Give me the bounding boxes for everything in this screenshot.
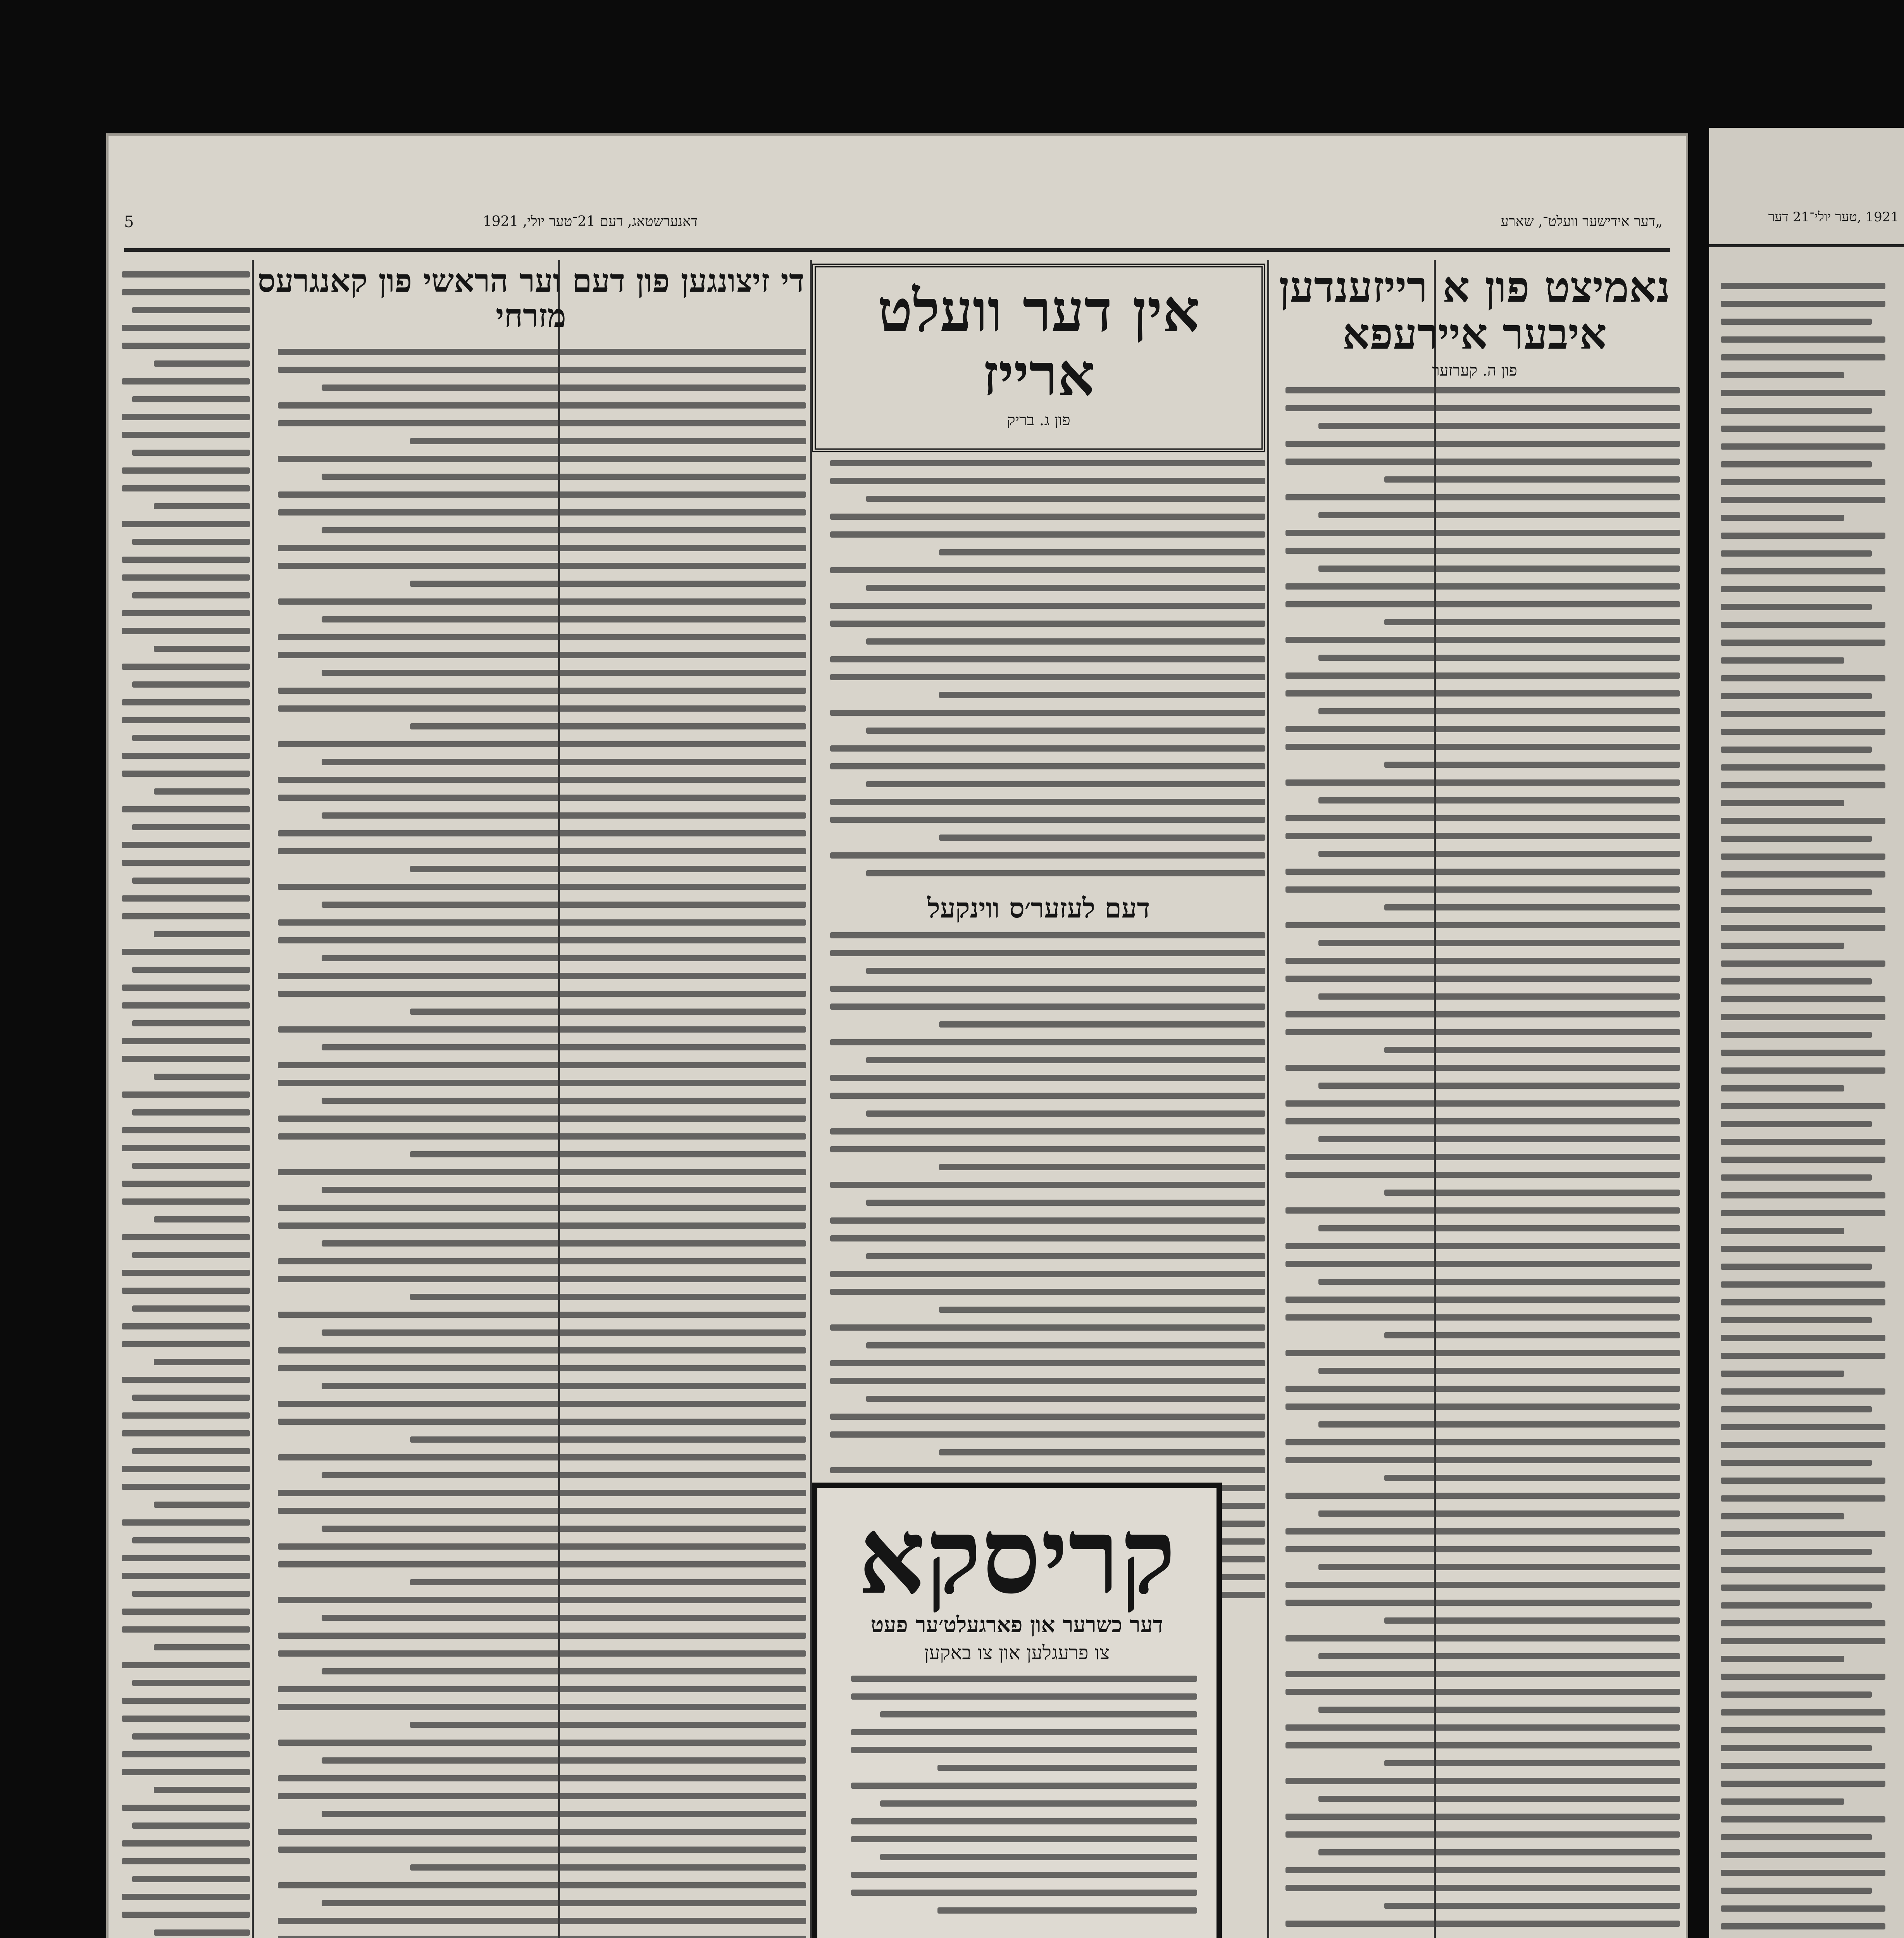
center-article-body: [812, 460, 1265, 876]
center-article-headline: אין דער וועלט ארייז: [877, 277, 1200, 409]
ad-tagline-2: צו פרעגלען און צו באקען: [924, 1641, 1110, 1664]
adjacent-page-text: [1721, 283, 1892, 1938]
running-head-date: דאנערשטאג, דעם 21־טער יולי, 1921: [482, 214, 698, 229]
right-article-body: [1269, 387, 1680, 1938]
masthead-rule: [124, 248, 1670, 252]
ad-tagline: דער כשרער און פארגעלט׳ער פעט: [870, 1612, 1163, 1638]
center-article: [812, 264, 1265, 1601]
column-rule: [252, 260, 254, 1938]
right-article: [1269, 264, 1680, 1938]
ad-body-text: [837, 1676, 1197, 1914]
left-article-headline: די זיצונגען פון דעם וער הראשי פון קאנגרעס מזרחי: [257, 264, 805, 335]
crisco-advertisement: [812, 1483, 1222, 1938]
page-number: 5: [124, 213, 134, 231]
running-head-paper: „דער אידישער וועלט־, שארע: [1501, 214, 1663, 229]
adjacent-page-strip: [1709, 128, 1904, 1938]
right-article-byline: פון ה. קערזער: [1432, 362, 1517, 379]
right-article-headline: נאמיצט פון א רייזענדען איבער איירעפא: [1279, 264, 1670, 359]
center-headline-box: [812, 264, 1265, 452]
readers-corner-heading: דעם לעזער׳ס ווינקעל: [927, 892, 1150, 924]
left-article-body: [256, 349, 806, 1938]
ad-brand: קריסקא: [858, 1494, 1176, 1617]
center-article-byline: פון ג. בריק: [1007, 411, 1070, 429]
far-left-body-1: [116, 271, 250, 1938]
adjacent-page-date: 1921 ,טער יולי־21 דער: [1768, 209, 1899, 225]
far-left-column: [116, 264, 250, 1938]
left-article: [256, 264, 806, 1938]
